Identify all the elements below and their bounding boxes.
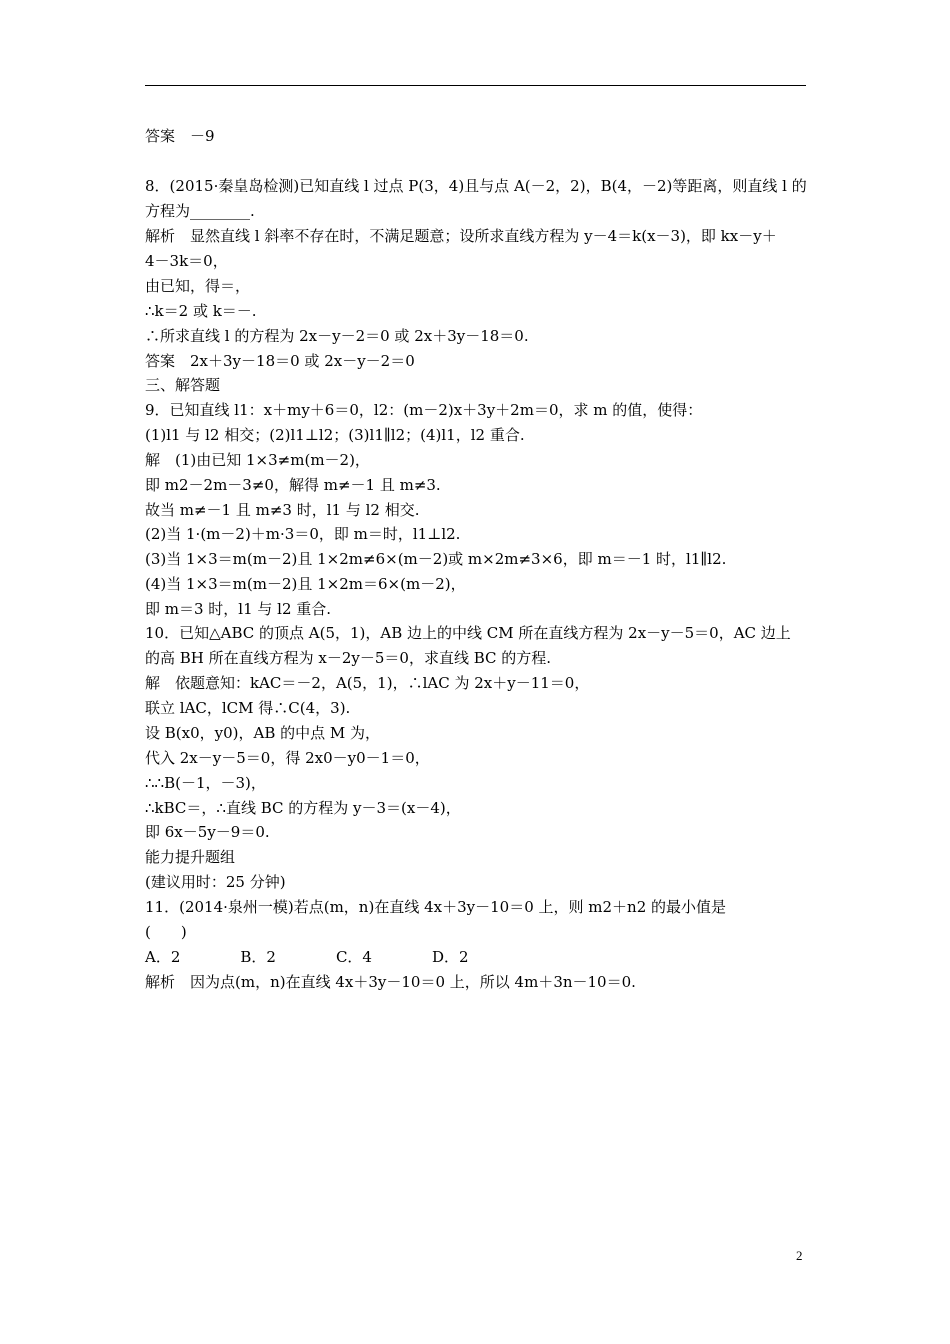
- solution-10-line-5: ∴∴B(－1，－3)，: [145, 774, 266, 792]
- question-11-options: A．2 B．2 C．4 D．2: [145, 948, 469, 966]
- solution-9-line-5: (3)当 1×3＝m(m－2)且 1×2m≠6×(m－2)或 m×2m≠3×6，即 m＝－1 时，l1∥l2.: [145, 550, 727, 568]
- solution-9-line-2: 即 m2－2m－3≠0，解得 m≠－1 且 m≠3.: [145, 476, 441, 494]
- question-10-line-2: 的高 BH 所在直线方程为 x－2y－5＝0，求直线 BC 的方程.: [145, 649, 552, 667]
- solution-10-line-2: 联立 lAC，lCM 得∴C(4，3).: [145, 699, 351, 717]
- question-9-line-2: (1)l1 与 l2 相交；(2)l1⊥l2；(3)l1∥l2；(4)l1，l2 重合.: [145, 426, 525, 444]
- solution-10-line-3: 设 B(x0，y0)，AB 的中点 M 为，: [145, 724, 381, 742]
- question-9-line-1: 9．已知直线 l1：x＋my＋6＝0，l2：(m－2)x＋3y＋2m＝0，求 m 的值，使得：: [145, 401, 703, 419]
- solution-9-line-7: 即 m＝3 时，l1 与 l2 重合.: [145, 600, 332, 618]
- section-heading: 三、解答题: [145, 376, 221, 394]
- solution-10-line-6: ∴kBC＝，∴直线 BC 的方程为 y－3＝(x－4)，: [145, 799, 461, 817]
- solution-9-line-4: (2)当 1·(m－2)＋m·3＝0，即 m＝时，l1⊥l2.: [145, 525, 461, 543]
- solution-9-line-6: (4)当 1×3＝m(m－2)且 1×2m＝6×(m－2)，: [145, 575, 466, 593]
- answer-8: 答案 2x＋3y－18＝0 或 2x－y－2＝0: [145, 352, 415, 370]
- question-11-line-1: 11．(2014·泉州一模)若点(m，n)在直线 4x＋3y－10＝0 上，则 m2＋n2 的最小值是: [145, 898, 727, 916]
- question-11-line-2: ( ): [145, 923, 187, 941]
- analysis-11-line-1: 解析 因为点(m，n)在直线 4x＋3y－10＝0 上，所以 4m＋3n－10＝0.: [145, 973, 636, 991]
- solution-9-line-3: 故当 m≠－1 且 m≠3 时，l1 与 l2 相交.: [145, 501, 420, 519]
- analysis-8-line-3: 由已知，得＝，: [145, 277, 251, 295]
- analysis-8-line-1: 解析 显然直线 l 斜率不存在时，不满足题意；设所求直线方程为 y－4＝k(x－3)，即 kx－y＋: [145, 227, 777, 245]
- answer-7: 答案 －9: [145, 127, 215, 145]
- analysis-8-line-4: ∴k＝2 或 k＝－.: [145, 302, 257, 320]
- question-8-line-2: 方程为________.: [145, 202, 255, 220]
- section-heading-advanced: 能力提升题组: [145, 848, 236, 866]
- solution-10-line-4: 代入 2x－y－5＝0，得 2x0－y0－1＝0，: [145, 749, 430, 767]
- suggested-time: (建议用时：25 分钟): [145, 873, 286, 891]
- page-number: 2: [796, 1248, 803, 1263]
- analysis-8-line-5: ∴所求直线 l 的方程为 2x－y－2＝0 或 2x＋3y－18＝0.: [145, 327, 529, 345]
- solution-10-line-1: 解 依题意知：kAC＝－2，A(5，1)，∴lAC 为 2x＋y－11＝0，: [145, 674, 590, 692]
- solution-9-line-1: 解 (1)由已知 1×3≠m(m－2)，: [145, 451, 370, 469]
- header-rule: [145, 85, 806, 86]
- solution-10-line-7: 即 6x－5y－9＝0.: [145, 823, 270, 841]
- analysis-8-line-2: 4－3k＝0，: [145, 252, 228, 270]
- question-10-line-1: 10．已知△ABC 的顶点 A(5，1)，AB 边上的中线 CM 所在直线方程为 2x－y－5＝0，AC 边上: [145, 624, 791, 642]
- question-8-line-1: 8．(2015·秦皇岛检测)已知直线 l 过点 P(3，4)且与点 A(－2，2)，B(4，－2)等距离，则直线 l 的: [145, 177, 807, 195]
